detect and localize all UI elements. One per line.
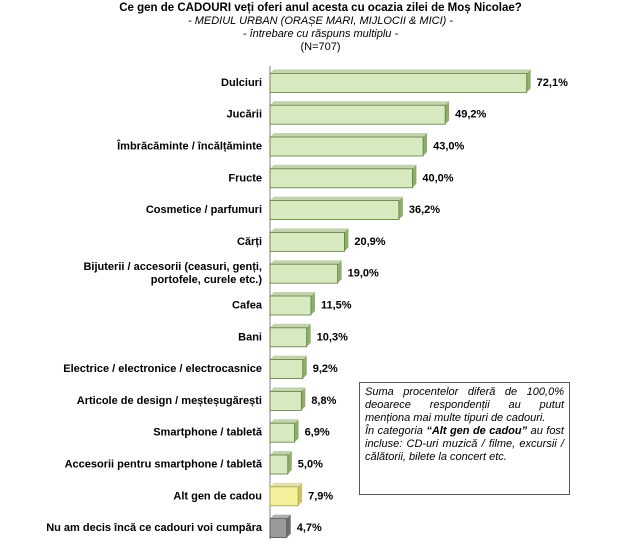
bar	[270, 137, 423, 156]
bar	[270, 328, 307, 347]
value-label: 20,9%	[354, 235, 386, 248]
bar	[270, 105, 445, 124]
bar-side-face	[301, 387, 305, 410]
note-para2-pre: În categoria	[365, 425, 427, 437]
category-label: Nu am decis încă ce cadouri voi cumpăra	[46, 522, 262, 535]
category-label: Îmbrăcăminte / încălțăminte	[117, 140, 262, 153]
sample-size: (N=707)	[300, 41, 341, 53]
bar-top-face	[270, 419, 299, 423]
bar	[270, 519, 287, 538]
value-label: 36,2%	[408, 204, 441, 217]
value-label: 8,8%	[311, 394, 337, 407]
bar-side-face	[527, 69, 531, 92]
value-label: 40,0%	[422, 172, 454, 185]
value-label: 49,2%	[455, 108, 487, 121]
bar-side-face	[288, 451, 292, 474]
bar-side-face	[399, 197, 403, 220]
title-pre: Ce gen de	[119, 2, 178, 14]
category-label: Bijuterii / accesorii (ceasuri, genți, portofele, curele etc.)	[83, 261, 262, 287]
category-label: Cosmetice / parfumuri	[145, 204, 262, 217]
value-label: 5,0%	[297, 458, 323, 471]
bar-side-face	[344, 228, 348, 251]
value-label: 4,7%	[296, 522, 322, 535]
bar-top-face	[270, 324, 311, 328]
bar	[270, 391, 301, 410]
bar	[270, 73, 527, 92]
value-label: 10,3%	[316, 331, 348, 344]
note-paragraph-1: Suma procentelor diferă de 100,0% deoarece respondenții au putut menționa mai multe tipuri de cadouri.	[365, 386, 564, 424]
bar-side-face	[295, 419, 299, 442]
value-label: 11,5%	[320, 299, 352, 312]
category-label: Fructe	[228, 172, 262, 185]
bar-side-face	[445, 101, 449, 124]
bar-top-face	[270, 69, 531, 73]
bar	[270, 487, 298, 506]
value-label: 9,2%	[312, 363, 338, 376]
bar-top-face	[270, 356, 307, 360]
bar-top-face	[270, 101, 449, 105]
bar-top-face	[270, 133, 427, 137]
note-para2-post: au fost incluse: CD-uri muzică / filme, excursii / călătorii, bilete la concert etc.	[365, 425, 564, 463]
note-para2-bold: “Alt gen de cadou”	[426, 425, 528, 437]
category-label: Dulciuri	[221, 76, 262, 89]
bar	[270, 296, 311, 315]
bar-top-face	[270, 260, 342, 264]
bar-side-face	[303, 356, 307, 379]
bar	[270, 423, 295, 442]
bar-top-face	[270, 292, 315, 296]
bar	[270, 232, 344, 251]
bar-side-face	[307, 324, 311, 347]
bar	[270, 455, 288, 474]
category-label: Cafea	[232, 299, 262, 312]
bar-side-face	[311, 292, 315, 315]
value-label: 72,1%	[536, 76, 568, 89]
category-label: Bani	[238, 331, 262, 344]
bar-side-face	[423, 133, 427, 156]
title-caps: CADOURI	[177, 2, 232, 14]
category-label: Cărți	[236, 235, 262, 248]
note-paragraph-2	[365, 425, 564, 464]
category-label: Jucării	[226, 108, 262, 121]
bar-side-face	[338, 260, 342, 283]
bar-side-face	[412, 165, 416, 188]
question-type: - întrebare cu răspuns multiplu -	[242, 28, 399, 40]
bar-top-face	[270, 197, 403, 201]
category-label: Smartphone / tabletă	[153, 426, 262, 439]
value-label: 19,0%	[347, 267, 379, 280]
category-label: Electrice / electronice / electrocasnice	[63, 363, 262, 376]
bar	[270, 360, 303, 379]
bar-top-face	[270, 228, 348, 232]
value-label: 6,9%	[304, 426, 330, 439]
bar	[270, 201, 399, 220]
bar	[270, 169, 412, 188]
bar	[270, 264, 338, 283]
bar-side-face	[298, 483, 302, 506]
value-label: 7,9%	[308, 490, 334, 503]
bar-top-face	[270, 483, 302, 487]
value-label: 43,0%	[433, 140, 465, 153]
note-box	[359, 382, 570, 495]
bar-top-face	[270, 165, 416, 169]
category-label: Alt gen de cadou	[173, 490, 262, 503]
title-post: veți oferi anul acesta cu ocazia zilei de Moș Nicolae?	[231, 2, 522, 14]
bar-top-face	[270, 387, 305, 391]
bar-side-face	[287, 515, 291, 538]
chart-subtitle: - MEDIUL URBAN (ORAȘE MARI, MIJLOCII & MICI) -	[187, 15, 454, 27]
category-label: Accesorii pentru smartphone / tabletă	[64, 458, 262, 471]
category-label: Articole de design / meșteșugărești	[76, 394, 262, 407]
